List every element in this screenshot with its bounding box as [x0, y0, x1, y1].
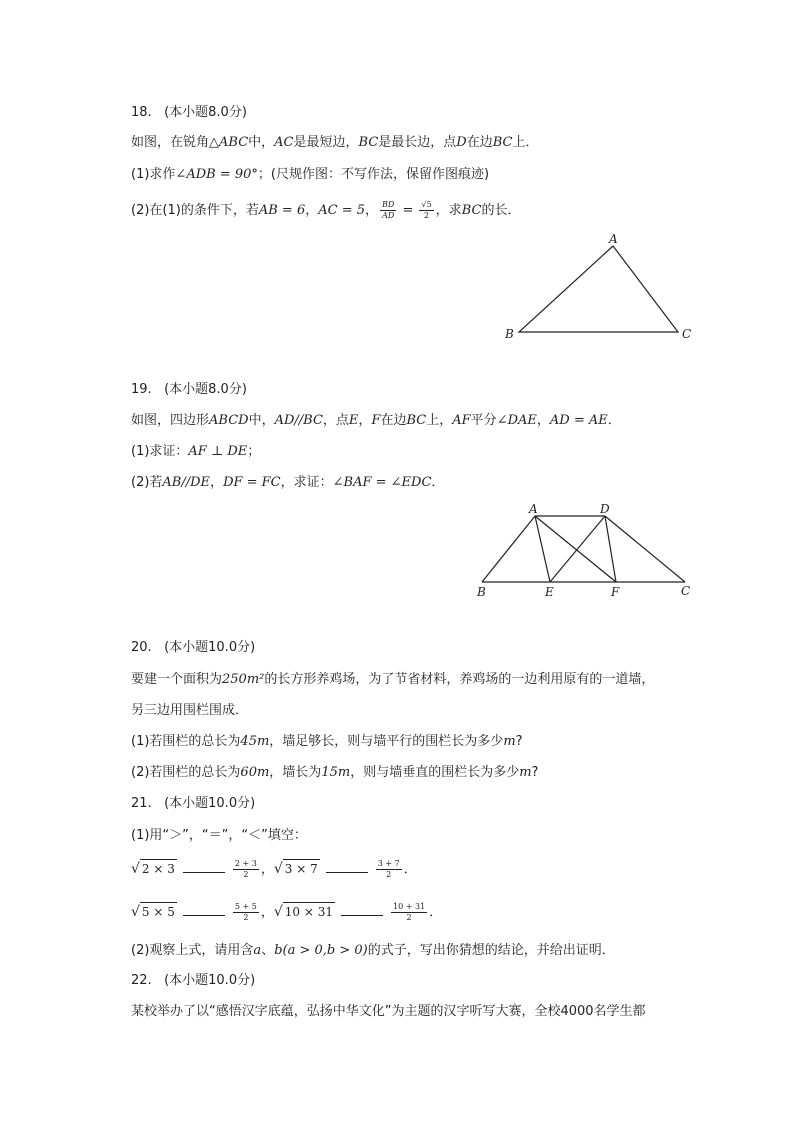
q22-line1: 某校举办了以“感悟汉字底蕴，弘扬中华文化”为主题的汉字听写大赛，全校4000名学生都 [131, 1004, 646, 1019]
q22-header: 22. (本小题10.0分) [131, 973, 256, 988]
q20-header: 20. (本小题10.0分) [131, 640, 256, 655]
label-f: F [611, 585, 620, 599]
label-c: C [682, 327, 692, 341]
q19-part1: (1)求证：AF ⊥ DE； [131, 444, 261, 459]
q19-part2: (2)若AB//DE，DF = FC，求证：∠BAF = ∠EDC． [131, 475, 445, 490]
q18-part2: (2)在(1)的条件下，若AB = 6，AC = 5， $\frac{BD}{AD}$ = $\frac{√5}{2}$ ，求BC的长． [131, 200, 521, 220]
label-c: C [681, 584, 691, 598]
q20-line2: 另三边用围栏围成． [131, 703, 249, 718]
answer-blank-2[interactable] [326, 862, 368, 873]
answer-blank-4[interactable] [341, 905, 383, 916]
answer-blank-1[interactable] [183, 862, 225, 873]
label-e: E [545, 585, 554, 599]
q18-intro: 如图，在锐角△ABC中，AC是最短边，BC是最长边，点D在边BC上． [131, 135, 539, 150]
q19-quadrilateral-figure [470, 500, 700, 605]
label-b: B [477, 585, 486, 599]
q21-part1: (1)用“＞”，“＝”，“＜”填空： [131, 828, 307, 843]
q18-header: 18. (本小题8.0分) [131, 105, 247, 120]
fraction-bd-ad: $\frac{BD}{AD}$ [382, 200, 395, 220]
label-d: D [600, 502, 610, 516]
q20-part1: (1)若围栏的总长为45m，墙足够长，则与墙平行的围栏长为多少m? [131, 734, 523, 749]
q19-intro: 如图，四边形ABCD中，AD//BC，点E，F在边BC上，AF平分∠DAE，AD = AE． [131, 413, 621, 428]
fraction-sqrt5-2: $\frac{√5}{2}$ [421, 200, 432, 220]
answer-blank-3[interactable] [183, 905, 225, 916]
q21-header: 21. (本小题10.0分) [131, 796, 256, 811]
q20-line1: 要建一个面积为250m²的长方形养鸡场，为了节省材料，养鸡场的一边利用原有的一道墙， [131, 672, 655, 687]
q21-part2: (2)观察上式，请用含a、b(a > 0,b > 0)的式子，写出你猜想的结论，并给出证明． [131, 943, 615, 958]
q20-part2: (2)若围栏的总长为60m，墙长为15m，则与墙垂直的围栏长为多少m? [131, 765, 539, 780]
label-b: B [505, 327, 514, 341]
q21-row1: √ 2 × 3 $\frac{2 + 3}{2}$ ，√ 3 × 7 $\frac{3 + 7}{2}$ ． [131, 859, 417, 879]
q18-part1: (1)求作∠ADB = 90°；(尺规作图：不写作法，保留作图痕迹) [131, 167, 490, 182]
label-a: A [529, 502, 538, 516]
q18-triangle-figure [500, 228, 700, 343]
q21-row2: √ 5 × 5 $\frac{5 + 5}{2}$ ，√ 10 × 31 $\frac{10 + 31}{2}$ ． [131, 902, 443, 922]
label-a: A [609, 232, 618, 246]
q19-header: 19. (本小题8.0分) [131, 382, 247, 397]
